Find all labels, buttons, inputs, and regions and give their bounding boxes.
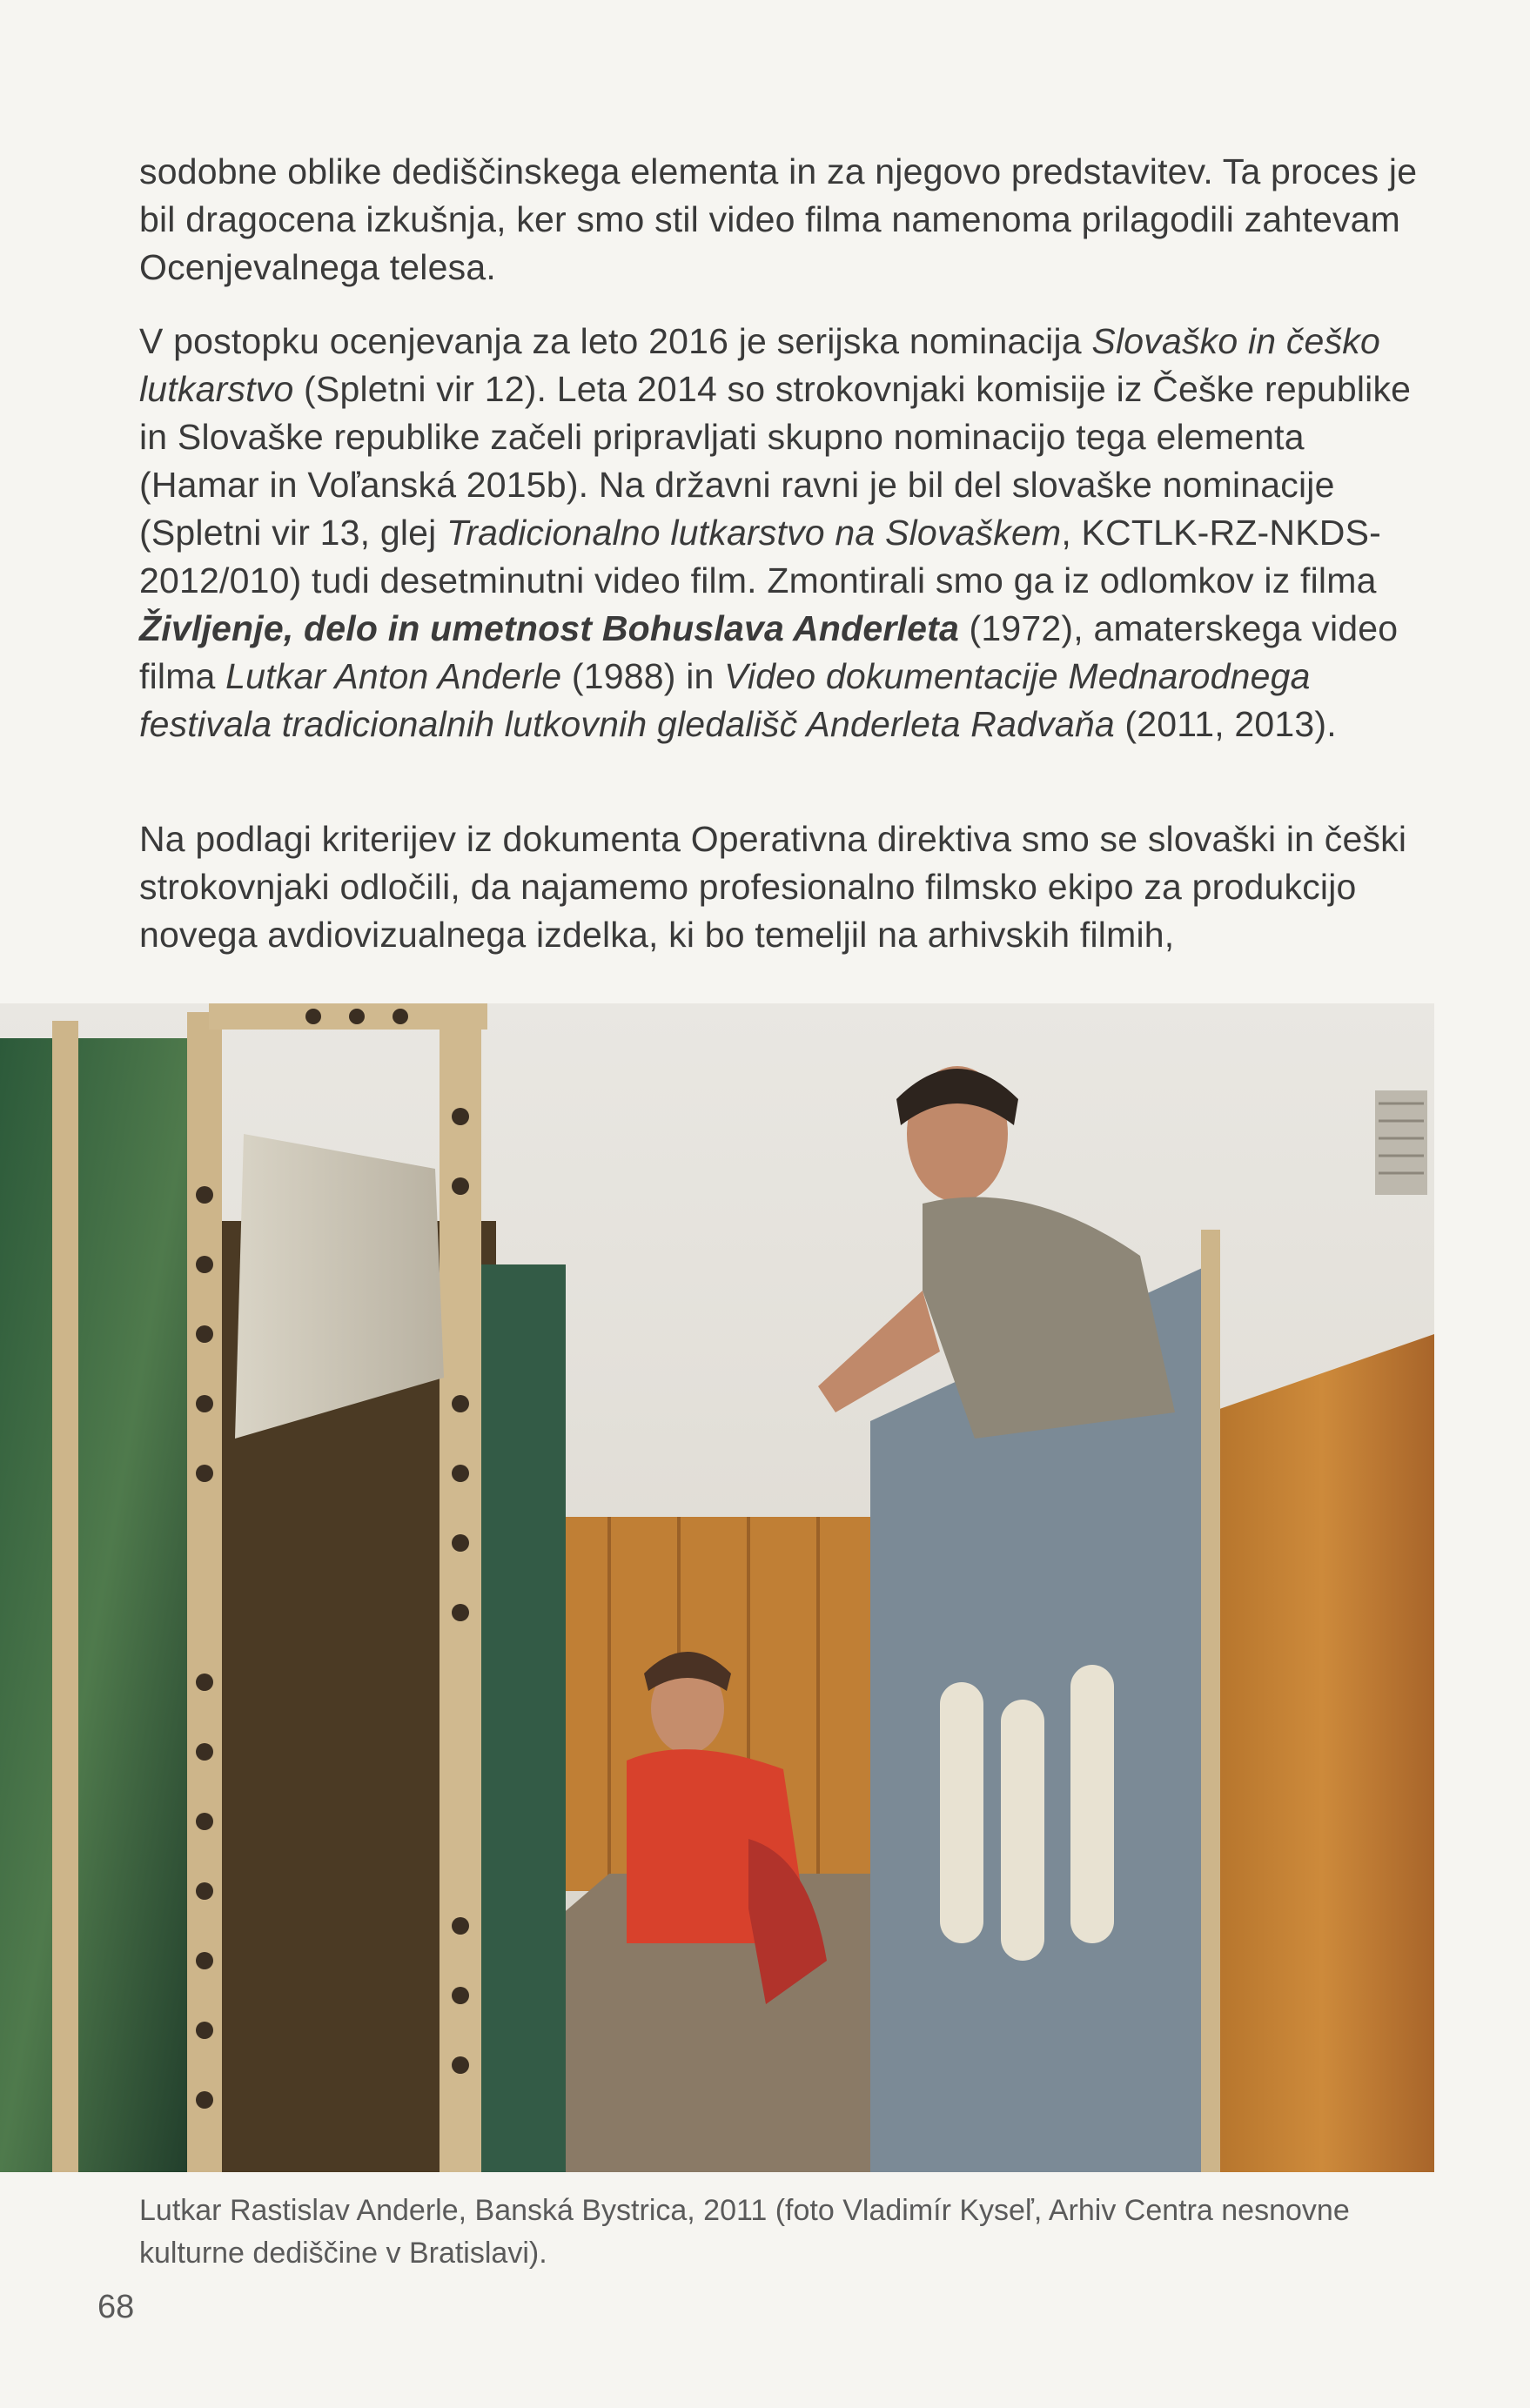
photo-puppeteer — [0, 1003, 1434, 2172]
p2-segment: (1972), amaterskega video filma — [139, 608, 1399, 696]
p2-segment: , KCTLK-RZ-NKDS-2012/010) tudi desetminutni video film. Zmontirali smo ga iz odlomkov iz filma — [139, 513, 1381, 600]
p2-segment: (Spletni vir 12). Leta 2014 so strokovnjaki komisije iz Češke republike in Slovaške republike začeli pripravljati skupno nominacijo tega elementa (Hamar in Voľanská 2015b). Na državni ravni je bil del slovaške nominacije (Spletni vir 13, glej — [139, 369, 1412, 553]
p2-italic-title: Tradicionalno lutkarstvo na Slovaškem — [446, 513, 1062, 553]
paragraph-3-text: Na podlagi kriterijev iz dokumenta Operativna direktiva smo se slovaški in češki strokovnjaki odločili, da najamemo profesionalno filmsko ekipo za produkcijo novega avdiovizualnega izdelka, ki bo temeljil na arhivskih filmih, — [139, 819, 1407, 955]
paragraph-2 — [139, 318, 1427, 748]
paragraph-3 — [139, 815, 1427, 959]
page-number: 68 — [97, 2289, 135, 2325]
p2-segment: V postopku ocenjevanja za leto 2016 je serijska nominacija — [139, 321, 1092, 361]
p2-segment: (2011, 2013). — [1114, 704, 1337, 744]
p2-italic-title: Življenje, delo in umetnost Bohuslava Anderleta — [139, 608, 959, 648]
photo-puppeteer-icon — [0, 1003, 1434, 2172]
p2-italic-title: Lutkar Anton Anderle — [225, 656, 562, 696]
p2-italic-title: Slovaško in češko lutkarstvo — [139, 321, 1380, 409]
paragraph-1 — [139, 148, 1427, 292]
p2-segment: (1988) in — [561, 656, 725, 696]
paragraph-1-text: sodobne oblike dediščinskega elementa in za njegovo predstavitev. Ta proces je bil dragocena izkušnja, ker smo stil video filma namenoma prilagodili zahtevam Ocenjevalnega telesa. — [139, 151, 1418, 287]
p2-italic-title: Video dokumentacije Mednarodnega festivala tradicionalnih lutkovnih gledališč Anderleta Radvaňa — [139, 656, 1311, 744]
photo-caption: Lutkar Rastislav Anderle, Banská Bystrica, 2011 (foto Vladimír Kyseľ, Arhiv Centra nesnovne kulturne dediščine v Bratislavi). — [139, 2194, 1350, 2270]
paragraph-2-text — [139, 318, 1427, 748]
